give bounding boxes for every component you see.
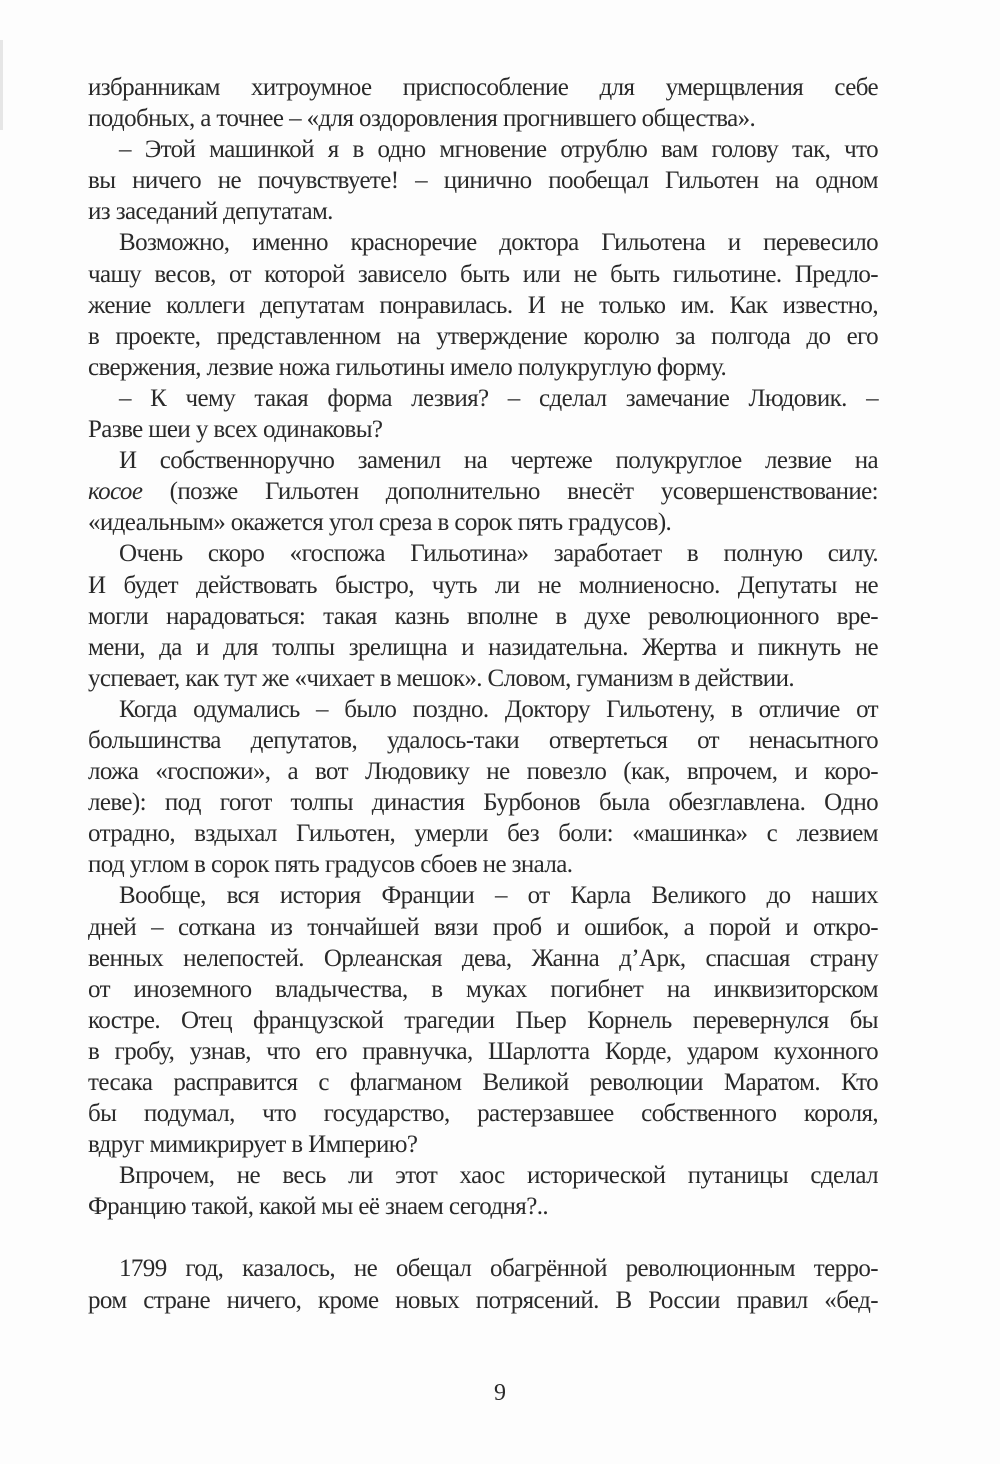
text-line: свержения, лезвие ножа гильотины имело полукруглую форму. <box>88 353 727 381</box>
text-line: отрадно, вздыхал Гильотен, умерли без боли: «машинка» с лезвием <box>88 820 878 848</box>
page-number: 9 <box>494 1380 506 1406</box>
paragraph <box>88 1253 878 1315</box>
text-line: избранникам хитроумное приспособление для умерщвления себе <box>88 74 878 101</box>
text-line: косое (позже Гильотен дополнительно внесёт усовершенствование: <box>88 478 878 506</box>
text-line: дней – соткана из тончайшей вязи проб и ошибок, а порой и откро- <box>88 913 878 941</box>
text-line: – Этой машинкой я в одно мгновение отрублю вам голову так, что <box>119 136 878 164</box>
paragraph <box>88 694 878 881</box>
text-line: Возможно, именно красноречие доктора Гильотена и перевесило <box>119 229 878 257</box>
text-line: И будет действовать быстро, чуть ли не молниеносно. Депутаты не <box>88 571 878 599</box>
paragraph <box>88 445 878 538</box>
text-line: вдруг мимикрирует в Империю? <box>88 1131 418 1159</box>
text-line: от иноземного владычества, в муках погибнет на инквизиторском <box>88 975 878 1003</box>
paragraph <box>88 227 878 382</box>
paragraph <box>88 72 878 134</box>
paragraph <box>88 880 878 1160</box>
text-line: из заседаний депутатам. <box>88 198 333 226</box>
text-line: костре. Отец французской трагедии Пьер Корнель перевернулся бы <box>88 1006 878 1034</box>
text-line: – К чему такая форма лезвия? – сделал замечание Людовик. – <box>119 384 878 412</box>
text-line: чашу весов, от которой зависело быть или не быть гильотине. Предло- <box>88 260 878 288</box>
paragraph <box>88 383 878 445</box>
text-line: «идеальным» окажется угол среза в сорок пять градусов). <box>88 509 672 537</box>
paragraph <box>88 1160 878 1222</box>
text-line: ром стране ничего, кроме новых потрясений. В России правил «бед- <box>88 1286 878 1314</box>
section-break <box>88 1222 878 1253</box>
text-line: Вообще, вся история Франции – от Карла Великого до наших <box>119 882 878 910</box>
text-line: ложа «госпожи», а вот Людовику не повезло (как, впрочем, и коро- <box>88 758 878 786</box>
text-line: Впрочем, не весь ли этот хаос исторической путаницы сделал <box>119 1162 878 1190</box>
text-line: леве): под гогот толпы династия Бурбонов была обезглавлена. Одно <box>88 789 878 817</box>
text-line: Когда одумались – было поздно. Доктору Гильотену, в отличие от <box>119 695 878 723</box>
text-line: 1799 год, казалось, не обещал обагрённой революционным терро- <box>119 1255 878 1283</box>
text-line: И собственноручно заменил на чертеже полукруглое лезвие на <box>119 447 878 475</box>
text-line: Францию такой, какой мы её знаем сегодня?.. <box>88 1193 548 1221</box>
text-line: жение коллеги депутатам понравилась. И не только им. Как известно, <box>88 291 878 319</box>
paragraph <box>88 538 878 693</box>
scan-edge-mark <box>0 40 3 130</box>
text-line: Очень скоро «госпожа Гильотина» заработает в полную силу. <box>119 540 878 568</box>
text-line: в проекте, представленном на утверждение королю за полгода до его <box>88 322 878 350</box>
text-line: могли нарадоваться: такая казнь вполне в духе революционного вре- <box>88 602 878 630</box>
text-line: вы ничего не почувствуете! – цинично пообещал Гильотен на одном <box>88 167 878 195</box>
text-line: мени, да и для толпы зрелищна и назидательна. Жертва и пикнуть не <box>88 633 878 661</box>
text-line: подобных, а точнее – «для оздоровления прогнившего общества». <box>88 105 756 133</box>
text-line: под углом в сорок пять градусов сбоев не знала. <box>88 851 573 879</box>
text-column <box>88 72 878 1316</box>
text-line: успевает, как тут же «чихает в мешок». Словом, гуманизм в действии. <box>88 664 794 692</box>
text-line: большинства депутатов, удалось-таки отвертеться от ненасытного <box>88 726 878 754</box>
text-line: Разве шеи у всех одинаковы? <box>88 416 383 444</box>
text-line: венных нелепостей. Орлеанская дева, Жанна д’Арк, спасшая страну <box>88 944 878 972</box>
italic-word: косое <box>88 478 143 506</box>
text-line: в гробу, узнав, что его правнучка, Шарлотта Корде, ударом кухонного <box>88 1037 878 1065</box>
paragraph <box>88 134 878 227</box>
text-line: тесака расправится с флагманом Великой революции Маратом. Кто <box>88 1069 878 1096</box>
text-line: бы подумал, что государство, растерзавшее собственного короля, <box>88 1100 878 1128</box>
